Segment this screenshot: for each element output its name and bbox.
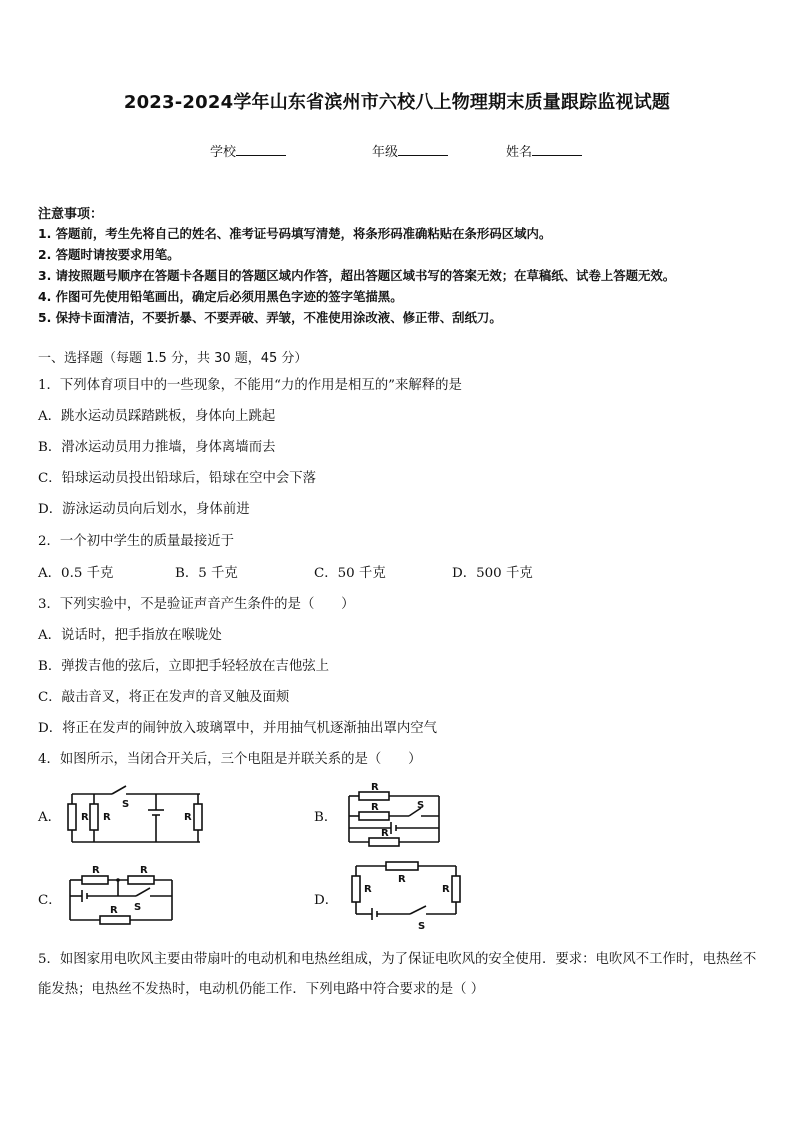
resistor bbox=[128, 876, 154, 884]
resistor-label: R bbox=[371, 802, 379, 813]
name-blank[interactable] bbox=[532, 143, 582, 156]
switch-label: S bbox=[134, 902, 142, 913]
section-heading: 一、选择题（每题 1.5 分，共 30 题，45 分） bbox=[38, 351, 308, 366]
name-field bbox=[506, 141, 582, 160]
resistor bbox=[369, 838, 399, 846]
resistor bbox=[352, 876, 360, 902]
circuit-diagram-d bbox=[348, 858, 463, 934]
q1-option-a: A．跳水运动员踩踏跳板，身体向上跳起 bbox=[38, 409, 276, 424]
resistor-label: R bbox=[81, 812, 89, 823]
switch-label: S bbox=[122, 799, 130, 810]
switch bbox=[112, 786, 126, 794]
note-item: 4. 作图可先使用铅笔画出，确定后必须用黑色字迹的签字笔描黑。 bbox=[38, 289, 403, 304]
switch-label: S bbox=[418, 921, 426, 932]
resistor-label: R bbox=[184, 812, 192, 823]
note-item: 2. 答题时请按要求用笔。 bbox=[38, 247, 180, 262]
q4-option-c-label: C． bbox=[38, 893, 62, 908]
resistor bbox=[386, 862, 418, 870]
q2-option-d: D．500 千克 bbox=[452, 566, 533, 581]
name-label: 姓名 bbox=[506, 145, 533, 160]
resistor bbox=[359, 792, 389, 800]
note-item: 1. 答题前，考生先将自己的姓名、准考证号码填写清楚，将条形码准确粘贴在条形码区域内。 bbox=[38, 226, 552, 241]
q1-option-d: D．游泳运动员向后划水，身体前进 bbox=[38, 502, 250, 517]
resistor-label: R bbox=[371, 782, 379, 793]
resistor-label: R bbox=[442, 884, 450, 895]
resistor bbox=[82, 876, 108, 884]
resistor bbox=[68, 804, 76, 830]
q3-option-d: D．将正在发声的闹钟放入玻璃罩中，并用抽气机逐渐抽出罩内空气 bbox=[38, 721, 438, 736]
resistor bbox=[452, 876, 460, 902]
q4-option-d-label: D． bbox=[314, 893, 339, 908]
resistor bbox=[194, 804, 202, 830]
q2-option-c: C．50 千克 bbox=[314, 566, 386, 581]
q1-option-c: C．铅球运动员投出铅球后，铅球在空中会下落 bbox=[38, 471, 317, 486]
resistor-label: R bbox=[110, 905, 118, 916]
q2-option-a: A．0.5 千克 bbox=[38, 566, 114, 581]
q2-option-b: B．5 千克 bbox=[175, 566, 238, 581]
resistor-label: R bbox=[381, 828, 389, 839]
resistor-label: R bbox=[398, 874, 406, 885]
resistor-label: R bbox=[364, 884, 372, 895]
resistor bbox=[359, 812, 389, 820]
circuit-diagram-c bbox=[64, 862, 179, 932]
question-2-stem: 2．一个初中学生的质量最接近于 bbox=[38, 534, 234, 549]
question-4-stem: 4．如图所示，当闭合开关后，三个电阻是并联关系的是（ ） bbox=[38, 752, 422, 767]
page-title: 2023-2024学年山东省滨州市六校八上物理期末质量跟踪监视试题 bbox=[123, 92, 671, 113]
switch bbox=[410, 906, 426, 914]
question-3-stem: 3．下列实验中，不是验证声音产生条件的是（ ） bbox=[38, 597, 355, 612]
circuit-diagram-b bbox=[345, 780, 445, 850]
resistor-label: R bbox=[140, 865, 148, 876]
grade-blank[interactable] bbox=[398, 143, 448, 156]
q3-option-c: C．敲击音叉，将正在发声的音叉触及面颊 bbox=[38, 690, 290, 705]
school-field bbox=[210, 141, 286, 160]
q3-option-a: A．说话时，把手指放在喉咙处 bbox=[38, 628, 222, 643]
note-item: 3. 请按照题号顺序在答题卡各题目的答题区域内作答，超出答题区域书写的答案无效；在草稿纸、试卷上答题无效。 bbox=[38, 268, 676, 283]
resistor-label: R bbox=[92, 865, 100, 876]
question-1-stem: 1．下列体育项目中的一些现象，不能用“力的作用是相互的”来解释的是 bbox=[38, 378, 462, 393]
resistor bbox=[100, 916, 130, 924]
school-label: 学校 bbox=[210, 145, 237, 160]
q3-option-b: B．弹拨吉他的弦后，立即把手轻轻放在吉他弦上 bbox=[38, 659, 330, 674]
notes-heading: 注意事项： bbox=[38, 207, 104, 222]
question-5-stem: 5．如图家用电吹风主要由带扇叶的电动机和电热丝组成，为了保证电吹风的安全使用．要求：电吹风不工作时，电热丝不能发热；电热丝不发热时，电动机仍能工作．下列电路中符合要求的是（ ） bbox=[38, 952, 757, 997]
resistor bbox=[90, 804, 98, 830]
note-item: 5. 保持卡面清洁，不要折暴、不要弄破、弄皱，不准使用涂改液、修正带、刮纸刀。 bbox=[38, 310, 502, 325]
q1-option-b: B．滑冰运动员用力推墙，身体离墙而去 bbox=[38, 440, 276, 455]
resistor-label: R bbox=[103, 812, 111, 823]
q4-option-b-label: B． bbox=[314, 810, 338, 825]
school-blank[interactable] bbox=[236, 143, 286, 156]
circuit-diagram-a bbox=[60, 780, 210, 850]
switch bbox=[136, 888, 150, 896]
grade-field bbox=[372, 141, 448, 160]
grade-label: 年级 bbox=[372, 145, 399, 160]
q4-option-a-label: A． bbox=[38, 810, 62, 825]
switch-label: S bbox=[417, 800, 425, 811]
